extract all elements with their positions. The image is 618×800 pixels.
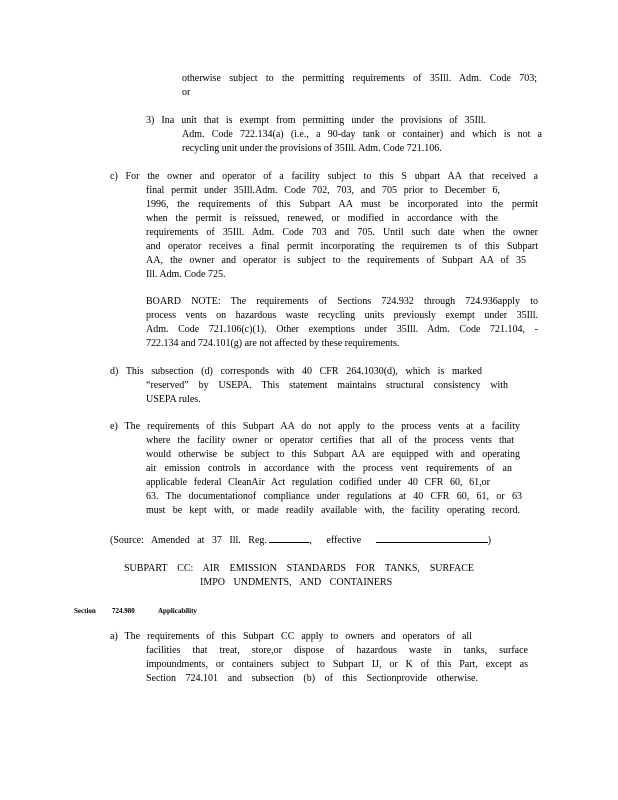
text-line: c) For the owner and operator of a facility subject to this S ubpart AA that received a [110, 171, 538, 182]
item-e [110, 420, 520, 518]
text-line: e) The requirements of this Subpart AA do not apply to the process vents at a facility [110, 421, 520, 432]
text-line: impoundments, or containers subject to Subpart IJ, or K of this Part, except as [146, 659, 528, 670]
text-line: recycling unit under the provisions of 35Ill. Adm. Code 721.106. [182, 143, 442, 154]
subpart-title [124, 562, 484, 590]
source-comma: , [309, 535, 312, 546]
date-blank [376, 532, 488, 543]
text-line: process vents on hazardous waste recycling units previously exempt under 35Ill. [146, 310, 538, 321]
text-line: a) The requirements of this Subpart CC apply to owners and operators of all [110, 631, 472, 642]
text-line: applicable federal CleanAir Act regulation codified under 40 CFR 60, 61,or [146, 477, 490, 488]
text-line: where the facility owner or operator certifies that all of the process vents that [146, 435, 514, 446]
text-line: must be kept with, or made readily available with, the facility operating record. [146, 505, 520, 516]
source-prefix: (Source: Amended at 37 Ill. Reg. [110, 535, 267, 546]
section-title: Applicability [158, 607, 197, 615]
text-line: Adm. Code 721.106(c)(1). Other exemptions under 35Ill. Adm. Code 721.104, - [146, 324, 538, 335]
text-line: and operator receives a final permit incorporating the requiremen ts of this Subpart [146, 241, 538, 252]
text-line: would otherwise be subject to this Subpart AA are equipped with and operating [146, 449, 520, 460]
text-line: final permit under 35Ill.Adm. Code 702, 703, and 705 prior to December 6, [146, 185, 500, 196]
text-line: 3) Ina unit that is exempt from permitting under the provisions of 35Ill. [146, 115, 486, 126]
text-line: 63. The documentationof compliance under regulations at 40 CFR 60, 61, or 63 [146, 491, 522, 502]
continued-paragraph [182, 72, 537, 100]
text-line: USEPA rules. [146, 394, 201, 405]
section-label: Section [74, 607, 96, 615]
text-line: 722.134 and 724.101(g) are not affected by these requirements. [146, 338, 400, 349]
text-line: d) This subsection (d) corresponds with 40 CFR 264.1030(d), which is marked [110, 366, 482, 377]
source-note [110, 532, 510, 548]
item-3 [146, 114, 542, 156]
text-line: requirements of 35Ill. Adm. Code 703 and 705. Until such date when the owner [146, 227, 538, 238]
text-line: or [182, 87, 191, 98]
item-c [110, 170, 538, 282]
title-line: SUBPART CC: AIR EMISSION STANDARDS FOR TANKS, SURFACE [124, 563, 474, 574]
source-close: ) [487, 535, 492, 546]
item-a [110, 630, 528, 686]
text-line: when the permit is reissued, renewed, or modified in accordance with the [146, 213, 498, 224]
text-line: BOARD NOTE: The requirements of Sections 724.932 through 724.936apply to [146, 296, 538, 307]
reg-blank [269, 532, 309, 543]
text-line: 1996, the requirements of this Subpart AA must be incorporated into the permit [146, 199, 538, 210]
text-line: Section 724.101 and subsection (b) of this Sectionprovide otherwise. [146, 673, 478, 684]
text-line: otherwise subject to the permitting requirements of 35Ill. Adm. Code 703; [182, 73, 537, 84]
section-number: 724.980 [112, 607, 135, 615]
text-line: “reserved” by USEPA. This statement maintains structural consistency with [146, 380, 508, 391]
board-note [146, 295, 538, 351]
text-line: Adm. Code 722.134(a) (i.e., a 90-day tank or container) and which is not a [182, 129, 542, 140]
title-line: IMPO UNDMENTS, AND CONTAINERS [200, 577, 393, 588]
source-effective: effective [326, 535, 362, 546]
item-d [110, 365, 508, 407]
text-line: Ill. Adm. Code 725. [146, 269, 226, 280]
text-line: air emission controls in accordance with the process vent requirements of an [146, 463, 512, 474]
text-line: facilities that treat, store,or dispose of hazardous waste in tanks, surface [146, 645, 528, 656]
text-line: AA, the owner and operator is subject to the requirements of Subpart AA of 35 [146, 255, 526, 266]
